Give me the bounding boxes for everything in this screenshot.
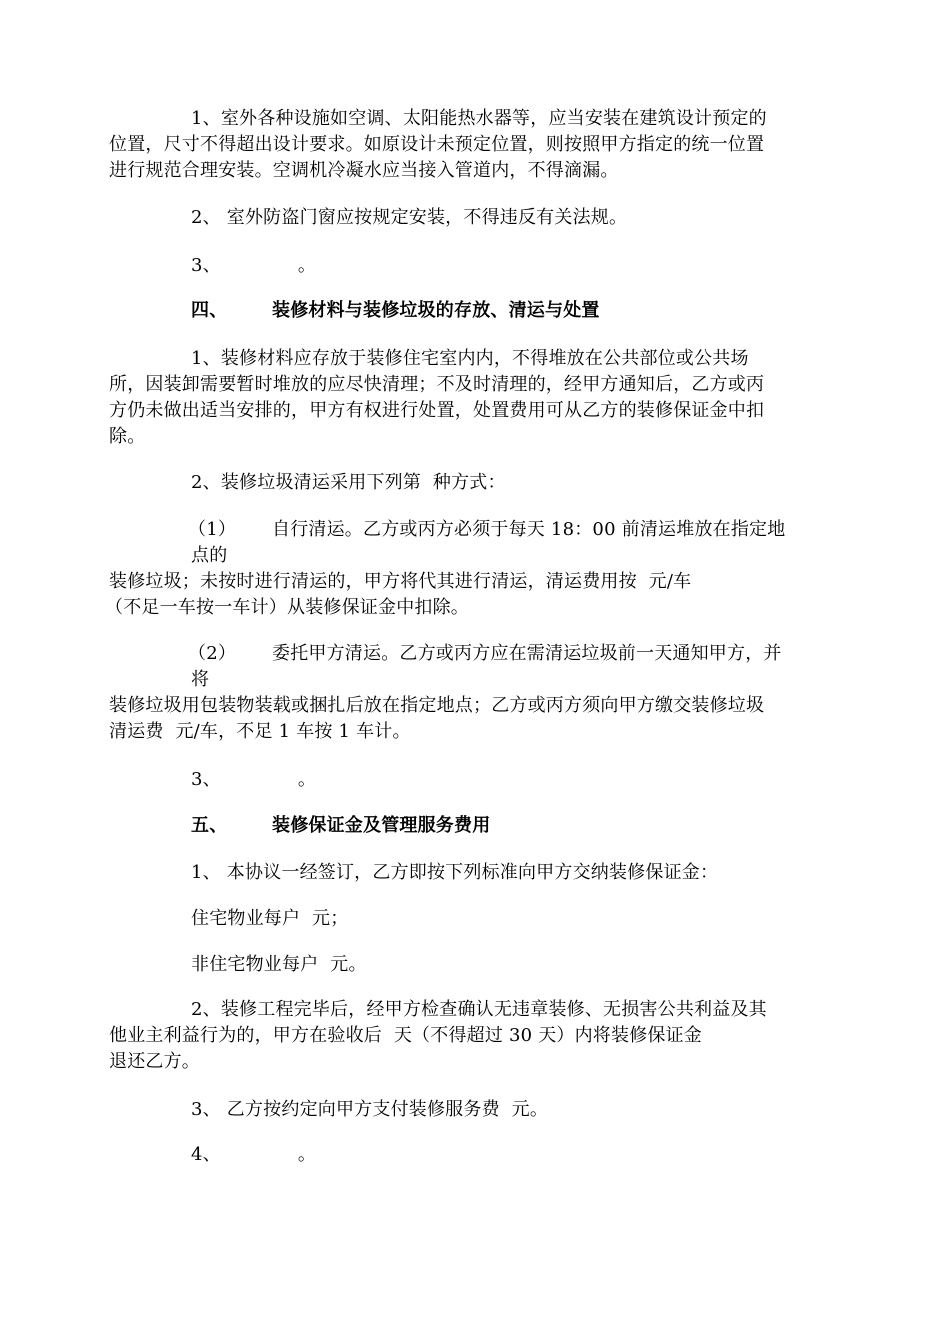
item-marker: （1） [188,519,237,540]
text-line: 装修垃圾；未按时进行清运的，甲方将代其进行清运，清运费用按 元/车 [109,571,692,592]
text-line: 3、 乙方按约定向甲方支付装修服务费 元。 [191,1099,549,1120]
text-line: 所，因装卸需要暂时堆放的应尽快清理；不及时清理的，经甲方通知后，乙方或丙 [109,374,765,395]
text-line: 除。 [109,426,146,447]
text-line: 委托甲方清运。乙方或丙方应在需清运垃圾前一天通知甲方，并 [272,643,782,664]
text-line: 2、装修工程完毕后，经甲方检查确认无违章装修、无损害公共利益及其 [191,999,767,1020]
section-number: 五、 [191,815,228,836]
text-line: 住宅物业每户 元； [191,908,349,929]
text-line: 退还乙方。 [109,1051,200,1072]
text-line: 装修垃圾用包装物装载或捆扎后放在指定地点；乙方或丙方须向甲方缴交装修垃圾 [109,695,765,716]
text-line: 将 [191,669,210,690]
text-line: 3、 。 [191,255,317,276]
text-line: 2、 室外防盗门窗应按规定安装，不得违反有关法规。 [191,207,628,228]
text-line: 位置，尺寸不得超出设计要求。如原设计未预定位置，则按照甲方指定的统一位置 [109,134,765,155]
text-line: 清运费 元/车，不足 1 车按 1 车计。 [109,721,411,742]
text-line: 方仍未做出适当安排的，甲方有权进行处置，处置费用可从乙方的装修保证金中扣 [109,400,765,421]
text-line: （不足一车按一车计）从装修保证金中扣除。 [105,597,469,618]
text-line: 他业主利益行为的，甲方在验收后 天（不得超过 30 天）内将装修保证金 [109,1025,702,1046]
section-title: 装修材料与装修垃圾的存放、清运与处置 [272,300,600,321]
text-line: 1、装修材料应存放于装修住宅室内内，不得堆放在公共部位或公共场 [191,348,749,369]
text-line: 自行清运。乙方或丙方必须于每天 18：00 前清运堆放在指定地 [272,519,786,540]
item-marker: （2） [188,643,237,664]
text-line: 1、 本协议一经签订，乙方即按下列标准向甲方交纳装修保证金： [191,862,719,883]
text-line: 进行规范合理安装。空调机冷凝水应当接入管道内，不得滴漏。 [109,160,619,181]
section-number: 四、 [191,300,228,321]
text-line: 3、 。 [191,769,317,790]
text-line: 非住宅物业每户 元。 [191,954,367,975]
text-line: 4、 。 [191,1144,317,1165]
text-line: 1、室外各种设施如空调、太阳能热水器等，应当安装在建筑设计预定的 [191,108,767,129]
section-title: 装修保证金及管理服务费用 [272,815,491,836]
text-line: 点的 [191,545,228,566]
text-line: 2、装修垃圾清运采用下列第 种方式： [191,472,506,493]
